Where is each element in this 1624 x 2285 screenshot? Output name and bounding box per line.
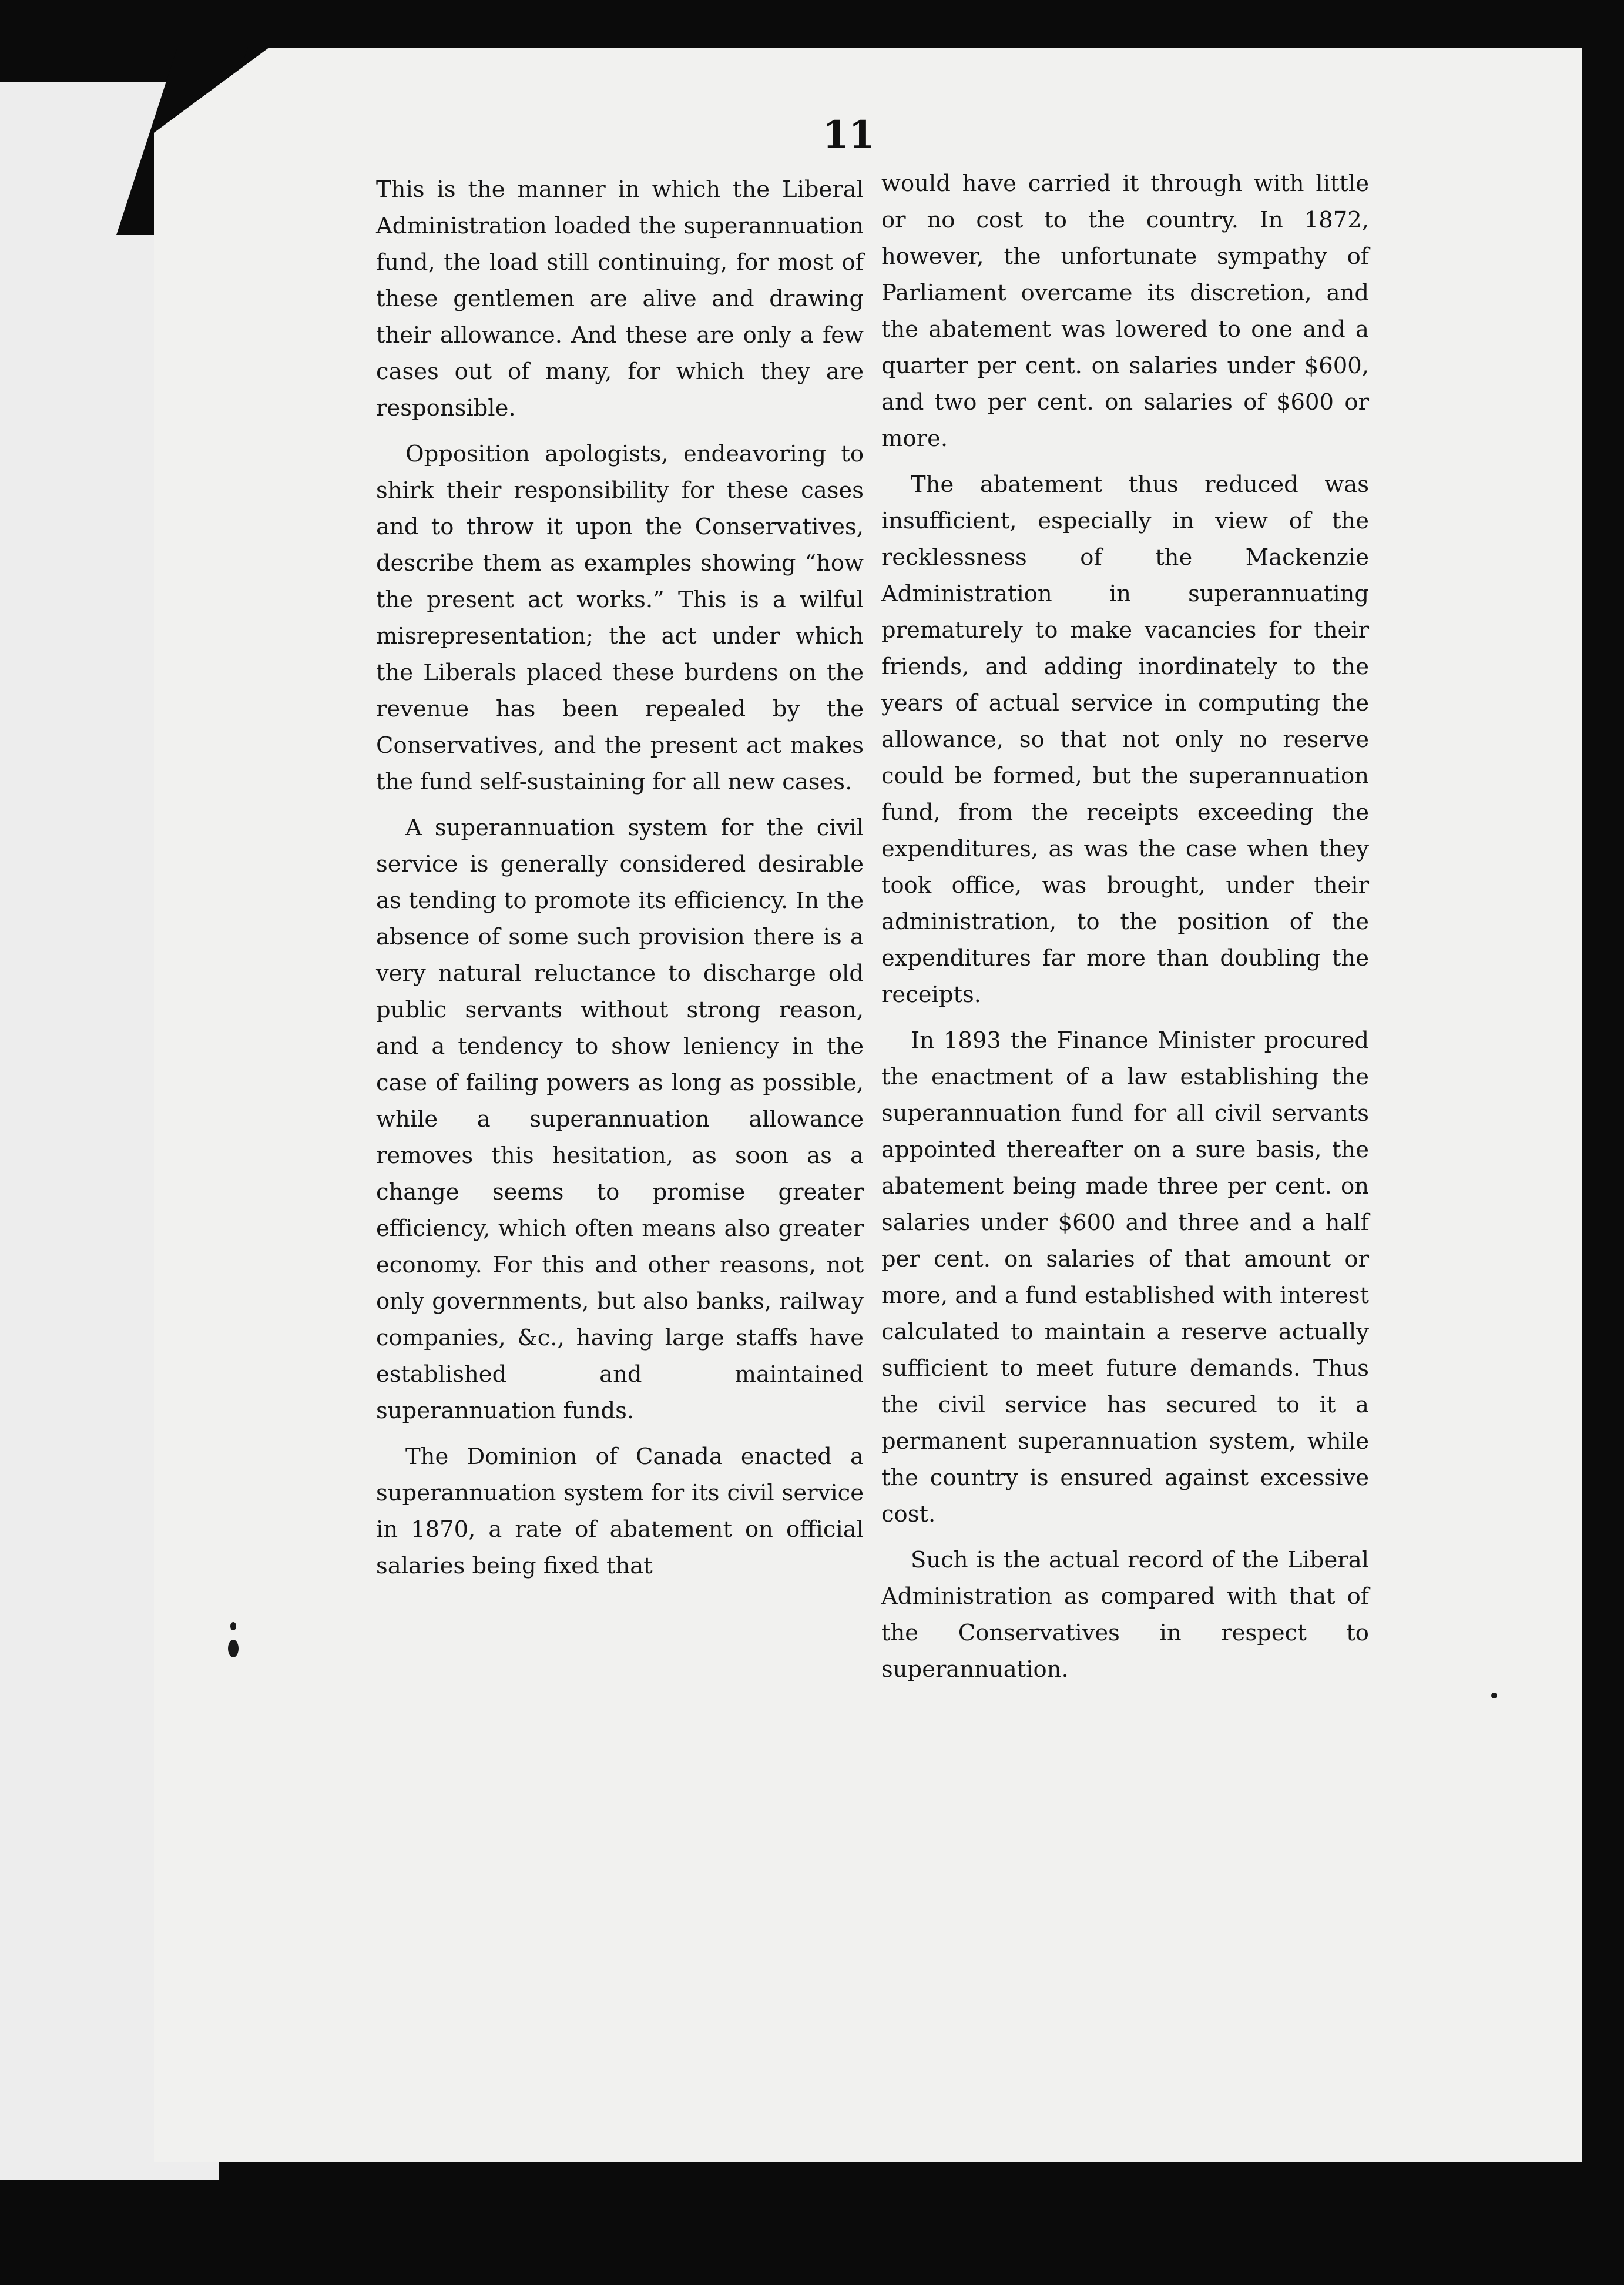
- paragraph: A superannuation system for the civil service is generally considered desirable as tending to promote its efficiency. In the absence of some such provision there is a very natural reluctance to discharge old public servants without strong reason, and a tendency to show leniency in the case of failing powers as long as possible, while a superannuation allowance removes this hesitation, as soon as a change seems to promise greater efficiency, which often means also greater economy. For this and other reasons, not only governments, but also banks, railway companies, &c., having large staffs have established and maintained superannuation funds.: [376, 815, 864, 1424]
- paragraph: In 1893 the Finance Minister procured the enactment of a law establishing the superannuation fund for all civil servants appointed thereafter on a sure basis, the abatement being made three per cent. on salaries under $600 and three and a half per cent. on salaries of that amount or more, and a fund established with interest calculated to maintain a reserve actually sufficient to meet future demands. Thus the civil service has secured to it a permanent superannuation system, while the country is ensured against excessive cost.: [881, 1027, 1369, 1527]
- paragraph: The abatement thus reduced was insufficient, especially in view of the recklessness of the Mackenzie Administration in superannuating prematurely to make vacancies for their friends, and adding inordinately to the years of actual service in computing the allowance, so that not only no reserve could be formed, but the superannuation fund, from the receipts exceeding the expenditures, as was the case when they took office, was brought, under their administration, to the position of the expenditures far more than doubling the receipts.: [881, 471, 1369, 1008]
- ink-speck: [1491, 1693, 1497, 1698]
- paragraph: This is the manner in which the Liberal Administration loaded the superannuation fund, the load still continuing, for most of these gentlemen are alive and drawing their allowance. And these are only a few cases out of many, for which they are responsible.: [376, 176, 864, 421]
- text-column-left: [376, 172, 864, 1594]
- paragraph: Opposition apologists, endeavoring to shirk their responsibility for these cases and to throw it upon the Conservatives, describe them as examples showing “how the present act works.” This is a wilful misrepresentation; the act under which the Liberals placed these burdens on the revenue has been repealed by the Conservatives, and the present act makes the fund self-sustaining for all new cases.: [376, 441, 864, 795]
- paragraph: would have carried it through with little or no cost to the country. In 1872, however, the unfortunate sympathy of Parliament overcame its discretion, and the abatement was lowered to one and a quarter per cent. on salaries under $600, and two per cent. on salaries of $600 or more.: [881, 170, 1369, 452]
- page-number: 11: [823, 113, 875, 157]
- text-column-right: [881, 166, 1369, 1697]
- ink-speck: [228, 1640, 239, 1657]
- ink-speck: [230, 1622, 236, 1630]
- paragraph: The Dominion of Canada enacted a superannuation system for its civil service in 1870, a rate of abatement on official salaries being fixed that: [376, 1443, 864, 1579]
- paragraph: Such is the actual record of the Liberal Administration as compared with that of the Conservatives in respect to superannuation.: [881, 1547, 1369, 1683]
